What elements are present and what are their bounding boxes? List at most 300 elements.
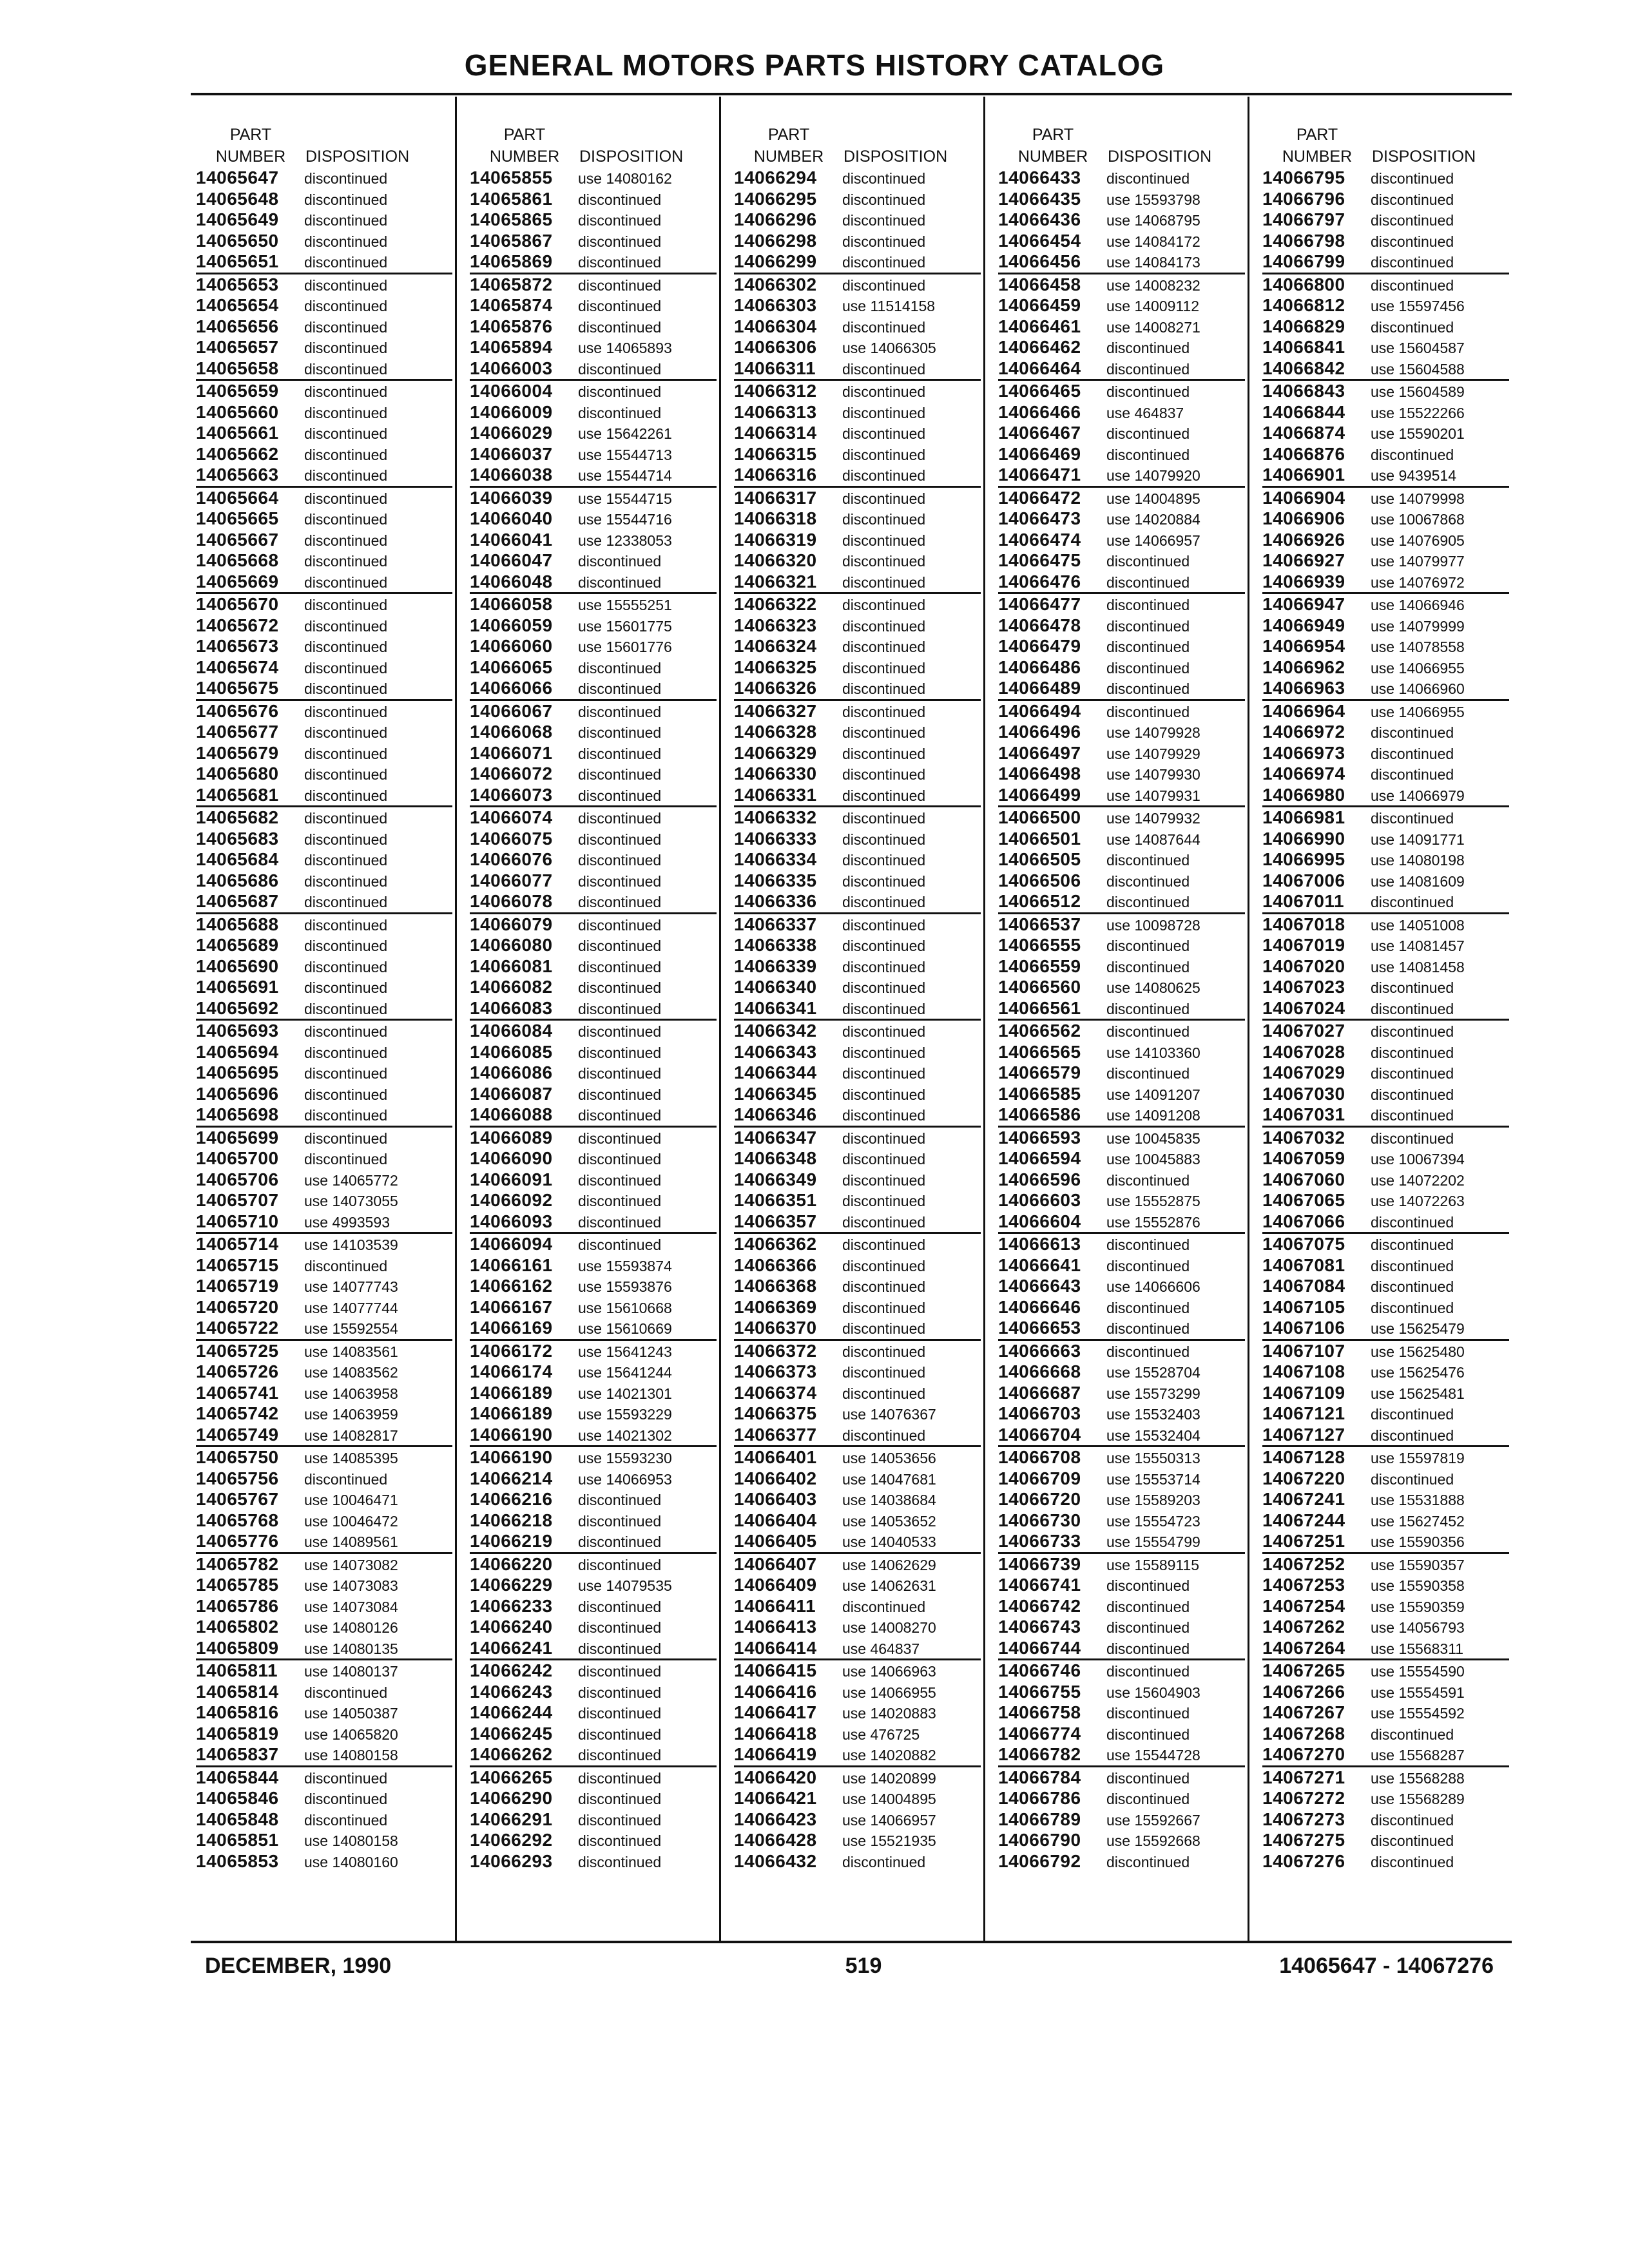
disposition: discontinued [842, 1171, 926, 1189]
entry-group [998, 1660, 1245, 1767]
disposition: discontinued [842, 703, 926, 720]
part-number: 14067028 [1262, 1041, 1345, 1062]
disposition: use 14047681 [842, 1470, 936, 1488]
part-number-header [470, 124, 579, 168]
disposition: discontinued [842, 1151, 926, 1168]
disposition: discontinued [1106, 1171, 1190, 1189]
part-number: 14066800 [1262, 274, 1345, 294]
part-number: 14065749 [196, 1424, 279, 1445]
part-number: 14066842 [1262, 358, 1345, 378]
entry-group [998, 1447, 1245, 1554]
part-number: 14066926 [1262, 529, 1345, 550]
part-number: 14066336 [734, 891, 817, 911]
catalog-entry [470, 1104, 717, 1126]
catalog-entry [1262, 935, 1509, 956]
disposition: use 15601775 [578, 617, 672, 635]
disposition: discontinued [304, 766, 388, 783]
part-number: 14066292 [470, 1830, 553, 1850]
disposition: use 15625480 [1371, 1343, 1465, 1360]
part-number: 14066339 [734, 956, 817, 976]
catalog-entry [1262, 701, 1509, 722]
disposition: discontinued [1371, 318, 1454, 336]
catalog-entry [1262, 508, 1509, 530]
part-number: 14066302 [734, 274, 817, 294]
catalog-entry [734, 722, 981, 743]
part-number: 14066295 [734, 188, 817, 209]
disposition: use 14091208 [1106, 1107, 1200, 1124]
catalog-entry [734, 743, 981, 764]
part-number: 14066084 [470, 1021, 553, 1041]
disposition: use 15601776 [578, 639, 672, 655]
disposition: discontinued [304, 1086, 388, 1103]
disposition: discontinued [1371, 810, 1454, 827]
part-number: 14066220 [470, 1553, 553, 1574]
entry-group [1262, 1554, 1509, 1661]
part-label: PART [767, 126, 810, 144]
disposition: use 14020882 [842, 1747, 936, 1763]
disposition: use 14066955 [1371, 659, 1465, 677]
disposition-header: DISPOSITION [1108, 148, 1212, 166]
catalog-entry [734, 935, 981, 956]
catalog-entry [1262, 956, 1509, 977]
disposition: use 15604903 [1106, 1684, 1200, 1701]
part-number: 14066303 [734, 295, 817, 315]
part-number: 14066876 [1262, 443, 1345, 464]
disposition: discontinued [578, 1065, 662, 1082]
disposition: use 14079929 [1106, 745, 1200, 762]
catalog-entry [1262, 1190, 1509, 1211]
part-number: 14066704 [998, 1424, 1081, 1445]
part-number: 14066306 [734, 337, 817, 357]
part-number: 14065677 [196, 722, 279, 742]
catalog-entry [196, 274, 452, 296]
catalog-entry [734, 829, 981, 850]
entry-group [470, 914, 717, 1021]
disposition: discontinued [842, 1364, 926, 1381]
part-number: 14065650 [196, 230, 279, 251]
catalog-entry [734, 274, 981, 296]
disposition: discontinued [578, 745, 662, 762]
part-number: 14065649 [196, 209, 279, 229]
disposition: discontinued [1371, 276, 1454, 294]
disposition: use 15568287 [1371, 1747, 1465, 1763]
catalog-entry [998, 1425, 1245, 1446]
part-number: 14067011 [1262, 891, 1345, 911]
part-number: 14065682 [196, 807, 279, 827]
catalog-entry [734, 423, 981, 444]
disposition: use 14073082 [304, 1556, 398, 1573]
disposition: use 14079932 [1106, 810, 1200, 827]
catalog-entry [734, 251, 981, 273]
disposition: discontinued [842, 1023, 926, 1040]
disposition: use 15555251 [578, 597, 672, 613]
part-number: 14066161 [470, 1254, 553, 1275]
disposition: use 15544716 [578, 511, 672, 528]
catalog-entry [734, 168, 981, 189]
part-number: 14066299 [734, 251, 817, 271]
part-number: 14065782 [196, 1553, 279, 1574]
disposition: discontinued [1371, 1000, 1454, 1017]
entry-group [1262, 168, 1509, 274]
catalog-entry [734, 1341, 981, 1362]
catalog-entry [1262, 381, 1509, 402]
catalog-entry [470, 402, 717, 423]
entry-group [734, 168, 981, 274]
part-number: 14066189 [470, 1403, 553, 1423]
entry-group [196, 1341, 452, 1448]
disposition: use 14080158 [304, 1832, 398, 1849]
part-number: 14066939 [1262, 571, 1345, 591]
part-number: 14065742 [196, 1403, 279, 1423]
disposition: discontinued [1106, 573, 1190, 591]
disposition: discontinued [304, 446, 388, 463]
part-number: 14065648 [196, 188, 279, 209]
disposition: discontinued [578, 1193, 662, 1209]
catalog-entry [998, 274, 1245, 296]
part-number: 14066334 [734, 849, 817, 869]
disposition: use 15554799 [1106, 1533, 1200, 1550]
disposition: discontinued [842, 573, 926, 591]
part-number: 14066435 [998, 188, 1081, 209]
part-number: 14066586 [998, 1104, 1081, 1124]
part-number: 14066219 [470, 1531, 553, 1551]
catalog-column [455, 97, 719, 1941]
part-number: 14066555 [998, 935, 1081, 955]
entry-group [196, 168, 452, 274]
part-number: 14066641 [998, 1254, 1081, 1275]
disposition: discontinued [578, 1086, 662, 1103]
catalog-entry [470, 1234, 717, 1255]
catalog-entry [998, 465, 1245, 486]
part-number: 14066786 [998, 1788, 1081, 1808]
disposition: discontinued [842, 979, 926, 996]
catalog-entry [998, 189, 1245, 210]
disposition: use 15568288 [1371, 1769, 1465, 1787]
disposition: discontinued [578, 233, 662, 250]
disposition: discontinued [578, 1705, 662, 1722]
catalog-entry [998, 1596, 1245, 1617]
disposition: discontinued [842, 617, 926, 635]
part-number: 14067108 [1262, 1361, 1345, 1381]
disposition: discontinued [842, 597, 926, 613]
catalog-entry [1262, 657, 1509, 678]
entry-group [734, 1767, 981, 1872]
part-number: 14067065 [1262, 1190, 1345, 1210]
part-number: 14067128 [1262, 1447, 1345, 1467]
disposition: discontinued [1106, 1725, 1190, 1743]
column-header [734, 97, 983, 168]
catalog-entry [196, 1084, 452, 1105]
entry-group [1262, 1447, 1509, 1554]
part-number: 14065848 [196, 1809, 279, 1829]
catalog-entry [470, 849, 717, 870]
catalog-entry [196, 1042, 452, 1063]
disposition: discontinued [1106, 1791, 1190, 1807]
part-number: 14066370 [734, 1318, 817, 1338]
disposition: use 14008232 [1106, 276, 1200, 294]
catalog-entry [196, 785, 452, 806]
disposition: discontinued [304, 404, 388, 421]
catalog-entry [470, 657, 717, 678]
disposition: discontinued [304, 383, 388, 400]
catalog-entry [470, 1724, 717, 1745]
part-number: 14067075 [1262, 1234, 1345, 1254]
part-number: 14065811 [196, 1660, 278, 1680]
catalog-entry [196, 977, 452, 998]
catalog-entry [998, 1682, 1245, 1703]
part-number: 14066333 [734, 828, 817, 849]
catalog-entry [734, 1468, 981, 1490]
disposition: use 15593876 [578, 1278, 672, 1295]
catalog-entry [734, 1104, 981, 1126]
part-number: 14066927 [1262, 550, 1345, 570]
disposition: discontinued [842, 872, 926, 890]
disposition: use 10098728 [1106, 916, 1200, 934]
part-number: 14066291 [470, 1809, 553, 1829]
part-number: 14066345 [734, 1083, 817, 1104]
part-number: 14065681 [196, 784, 279, 805]
disposition: discontinued [578, 1769, 662, 1787]
part-number: 14066216 [470, 1489, 553, 1509]
catalog-entry [998, 530, 1245, 551]
disposition: discontinued [578, 1684, 662, 1701]
catalog-entry [998, 594, 1245, 615]
catalog-entry [196, 1341, 452, 1362]
disposition: discontinued [1371, 1086, 1454, 1103]
disposition: use 14073055 [304, 1193, 398, 1209]
catalog-entry [1262, 1128, 1509, 1149]
part-number: 14067266 [1262, 1681, 1345, 1702]
disposition: discontinued [842, 170, 926, 187]
disposition: use 14050387 [304, 1705, 398, 1722]
disposition: use 14081609 [1371, 872, 1465, 890]
part-number: 14065802 [196, 1617, 279, 1637]
catalog-entry [998, 1148, 1245, 1169]
part-number: 14065694 [196, 1041, 279, 1062]
disposition: use 15592554 [304, 1320, 398, 1337]
catalog-entry [1262, 1682, 1509, 1703]
catalog-entry [196, 722, 452, 743]
catalog-entry [470, 1341, 717, 1362]
part-number: 14066465 [998, 381, 1081, 401]
part-number: 14067253 [1262, 1575, 1345, 1595]
part-number: 14065696 [196, 1083, 279, 1104]
catalog-entry [470, 914, 717, 936]
catalog-entry [196, 1851, 452, 1872]
part-number: 14066423 [734, 1809, 817, 1829]
disposition: discontinued [842, 1853, 926, 1870]
disposition: discontinued [842, 680, 926, 697]
part-number: 14065726 [196, 1361, 279, 1381]
part-number: 14065667 [196, 529, 279, 550]
part-number: 14065659 [196, 381, 279, 401]
disposition: discontinued [578, 916, 662, 934]
entry-group [196, 594, 452, 701]
disposition: use 14038684 [842, 1492, 936, 1508]
disposition: discontinued [578, 404, 662, 421]
part-number: 14066604 [998, 1211, 1081, 1231]
catalog-entry [196, 1383, 452, 1404]
catalog-entry [1262, 209, 1509, 231]
disposition: discontinued [578, 573, 662, 591]
entry-group [196, 1021, 452, 1128]
catalog-entry [1262, 829, 1509, 850]
disposition: use 14051008 [1371, 916, 1465, 934]
disposition: use 14079920 [1106, 467, 1200, 484]
catalog-entry [1262, 636, 1509, 657]
catalog-entry [734, 1383, 981, 1404]
catalog-entry [734, 977, 981, 998]
catalog-entry [196, 402, 452, 423]
part-number: 14067241 [1262, 1489, 1345, 1509]
catalog-entry [734, 1042, 981, 1063]
part-number: 14065719 [196, 1276, 279, 1296]
catalog-entry [1262, 1276, 1509, 1297]
part-number: 14066471 [998, 465, 1081, 485]
disposition: use 15544728 [1106, 1747, 1200, 1763]
catalog-entry [734, 1148, 981, 1169]
part-number: 14066323 [734, 615, 817, 635]
disposition: discontinued [1106, 937, 1190, 954]
part-number: 14066512 [998, 891, 1081, 911]
disposition: discontinued [1106, 1577, 1190, 1594]
catalog-entry [470, 316, 717, 338]
part-number: 14067084 [1262, 1276, 1345, 1296]
catalog-entry [1262, 1702, 1509, 1724]
part-number: 14066501 [998, 828, 1081, 849]
catalog-entry [1262, 1318, 1509, 1339]
catalog-entry [998, 829, 1245, 850]
disposition: use 9439514 [1371, 467, 1457, 484]
disposition: use 15590359 [1371, 1598, 1465, 1615]
catalog-entry [196, 1128, 452, 1149]
part-number: 14066643 [998, 1276, 1081, 1296]
part-number: 14066812 [1262, 295, 1345, 315]
part-number: 14065876 [470, 316, 553, 336]
part-number: 14065664 [196, 487, 279, 508]
part-number: 14066797 [1262, 209, 1345, 229]
catalog-entry [998, 1851, 1245, 1872]
catalog-entry [998, 935, 1245, 956]
catalog-entry [998, 1042, 1245, 1063]
entry-group [998, 488, 1245, 595]
disposition: use 15544715 [578, 490, 672, 507]
disposition: use 14066960 [1371, 680, 1465, 697]
part-number: 14065722 [196, 1318, 279, 1338]
part-number: 14065647 [196, 168, 279, 187]
catalog-entry [470, 231, 717, 252]
part-number: 14065814 [196, 1681, 279, 1702]
catalog-entry [196, 358, 452, 380]
catalog-entry [470, 1255, 717, 1276]
catalog-entry [1262, 1489, 1509, 1510]
disposition: use 14103539 [304, 1236, 398, 1253]
entry-group [998, 701, 1245, 808]
part-number: 14066774 [998, 1723, 1081, 1744]
part-number: 14066594 [998, 1148, 1081, 1168]
catalog-entry [998, 807, 1245, 829]
part-number: 14066094 [470, 1234, 553, 1254]
part-number: 14067268 [1262, 1723, 1345, 1744]
disposition: use 14080625 [1106, 979, 1200, 996]
catalog-entry [196, 956, 452, 977]
catalog-entry [470, 870, 717, 892]
disposition: discontinued [1106, 553, 1190, 570]
catalog-entry [734, 1851, 981, 1872]
disposition: use 14080158 [304, 1747, 398, 1763]
part-number: 14066315 [734, 443, 817, 464]
catalog-entry [1262, 1531, 1509, 1552]
catalog-entry [470, 701, 717, 722]
catalog-entry [1262, 488, 1509, 509]
catalog-entry [196, 743, 452, 764]
part-number: 14067271 [1262, 1767, 1345, 1787]
part-number: 14066489 [998, 678, 1081, 698]
catalog-entry [998, 1021, 1245, 1042]
catalog-entry [196, 764, 452, 785]
disposition: use 15641243 [578, 1343, 672, 1360]
catalog-entry [470, 1617, 717, 1638]
catalog-entry [196, 423, 452, 444]
catalog-entry [734, 1128, 981, 1149]
catalog-entry [998, 1383, 1245, 1404]
part-number: 14066603 [998, 1190, 1081, 1210]
catalog-entry [470, 1660, 717, 1682]
catalog-entry [998, 1767, 1245, 1789]
disposition: discontinued [1106, 1769, 1190, 1787]
part-number: 14066472 [998, 487, 1081, 508]
catalog-entry [1262, 1021, 1509, 1042]
disposition: discontinued [304, 597, 388, 613]
catalog-entry [1262, 977, 1509, 998]
catalog-entry [1262, 1724, 1509, 1745]
catalog-entry [734, 1638, 981, 1659]
part-number: 14066798 [1262, 230, 1345, 251]
catalog-entry [1262, 764, 1509, 785]
part-number: 14066499 [998, 784, 1081, 805]
part-number: 14066067 [470, 700, 553, 721]
part-number: 14066313 [734, 401, 817, 422]
part-number: 14065865 [470, 209, 553, 229]
catalog-entry [196, 1234, 452, 1255]
part-number: 14067275 [1262, 1830, 1345, 1850]
part-number: 14066428 [734, 1830, 817, 1850]
catalog-entry [998, 1788, 1245, 1809]
disposition: discontinued [842, 1065, 926, 1082]
catalog-entry [196, 168, 452, 189]
catalog-entry [734, 785, 981, 806]
part-number-header [998, 124, 1108, 168]
part-number: 14065819 [196, 1723, 279, 1744]
part-number: 14066065 [470, 657, 553, 677]
catalog-entry [470, 1042, 717, 1063]
disposition: use 10046472 [304, 1512, 398, 1530]
part-number: 14066796 [1262, 188, 1345, 209]
disposition: use 15625479 [1371, 1320, 1465, 1337]
disposition: use 14079930 [1106, 766, 1200, 783]
disposition: discontinued [578, 1725, 662, 1743]
disposition: discontinued [578, 276, 662, 294]
part-number: 14066784 [998, 1767, 1081, 1787]
disposition: discontinued [1371, 1811, 1454, 1829]
part-number: 14066790 [998, 1830, 1081, 1850]
catalog-entry [470, 594, 717, 615]
catalog-entry [196, 1596, 452, 1617]
catalog-entry [734, 870, 981, 892]
catalog-entry [734, 1425, 981, 1446]
part-number: 14066081 [470, 956, 553, 976]
catalog-entry [734, 1318, 981, 1339]
